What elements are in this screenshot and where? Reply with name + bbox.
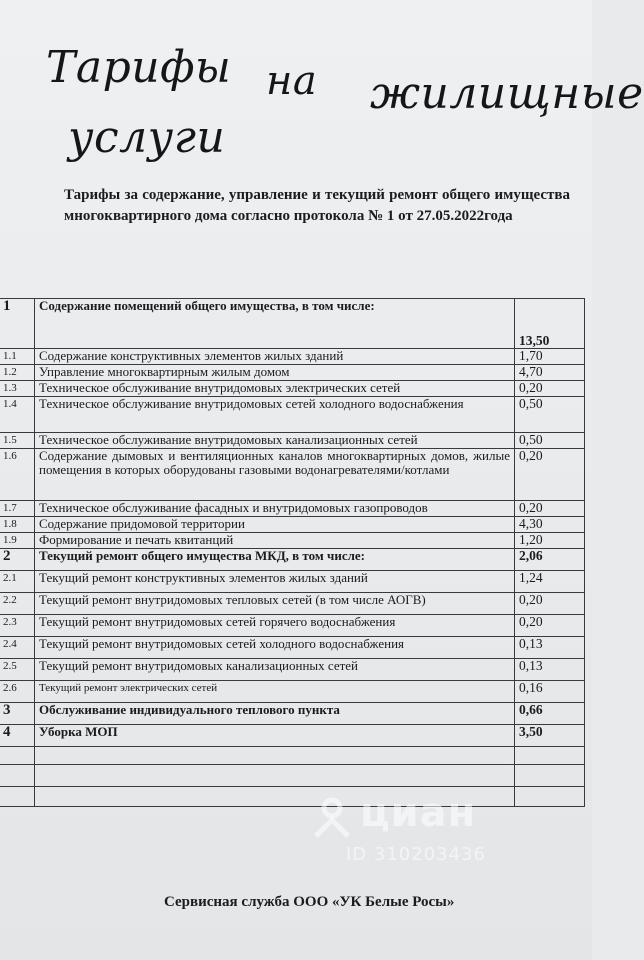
row-description: Уборка МОП <box>35 725 515 747</box>
row-tariff-value: 3,50 <box>515 725 585 747</box>
empty-table-row <box>0 747 585 765</box>
table-row <box>0 349 585 365</box>
row-description: Текущий ремонт общего имущества МКД, в том числе: <box>35 549 515 571</box>
table-row <box>0 397 585 433</box>
handwritten-title-word: жилищные <box>370 68 644 119</box>
row-number: 2.3 <box>0 615 35 637</box>
row-tariff-value: 1,20 <box>515 533 585 549</box>
row-tariff-value: 0,50 <box>515 397 585 433</box>
row-tariff-value: 0,20 <box>515 593 585 615</box>
table-row <box>0 501 585 517</box>
row-tariff-value: 1,70 <box>515 349 585 365</box>
row-description: Техническое обслуживание внутридомовых сетей холодного водоснабжения <box>35 397 515 433</box>
table-row <box>0 549 585 571</box>
row-tariff-value: 2,06 <box>515 549 585 571</box>
row-number: 1.7 <box>0 501 35 517</box>
row-number: 1.6 <box>0 449 35 501</box>
handwritten-title-word: Тарифы <box>46 42 232 93</box>
document-footer: Сервисная служба ООО «УК Белые Росы» <box>164 894 455 910</box>
row-description: Текущий ремонт внутридомовых канализационных сетей <box>35 659 515 681</box>
row-description: Формирование и печать квитанций <box>35 533 515 549</box>
row-description: Текущий ремонт конструктивных элементов жилых зданий <box>35 571 515 593</box>
table-row <box>0 381 585 397</box>
row-tariff-value: 0,20 <box>515 381 585 397</box>
table-row <box>0 365 585 381</box>
cian-brand: циан <box>360 790 477 836</box>
row-description: Текущий ремонт внутридомовых сетей горячего водоснабжения <box>35 615 515 637</box>
table-row <box>0 703 585 725</box>
row-description: Содержание помещений общего имущества, в том числе: <box>35 299 515 349</box>
table-row <box>0 725 585 747</box>
row-tariff-value: 4,30 <box>515 517 585 533</box>
row-description: Управление многоквартирным жилым домом <box>35 365 515 381</box>
row-number: 2 <box>0 549 35 571</box>
row-number: 1.8 <box>0 517 35 533</box>
table-row <box>0 517 585 533</box>
row-number: 3 <box>0 703 35 725</box>
row-tariff-value: 0,20 <box>515 449 585 501</box>
empty-cell <box>0 765 35 787</box>
row-tariff-value: 0,13 <box>515 659 585 681</box>
table-row <box>0 299 585 349</box>
row-number: 2.5 <box>0 659 35 681</box>
table-row <box>0 615 585 637</box>
row-number: 1.4 <box>0 397 35 433</box>
row-tariff-value: 0,13 <box>515 637 585 659</box>
row-number: 4 <box>0 725 35 747</box>
row-description: Техническое обслуживание фасадных и внутридомовых газопроводов <box>35 501 515 517</box>
table-row <box>0 433 585 449</box>
empty-cell <box>35 765 515 787</box>
row-description: Обслуживание индивидуального теплового пункта <box>35 703 515 725</box>
empty-cell <box>515 747 585 765</box>
row-tariff-value: 13,50 <box>515 299 585 349</box>
handwritten-title-word: на <box>266 58 318 104</box>
row-number: 1.2 <box>0 365 35 381</box>
empty-cell <box>35 747 515 765</box>
table-row <box>0 449 585 501</box>
cian-listing-id: ID 310203436 <box>346 844 486 865</box>
table-row <box>0 593 585 615</box>
row-number: 1.1 <box>0 349 35 365</box>
row-description: Текущий ремонт внутридомовых тепловых сетей (в том числе АОГВ) <box>35 593 515 615</box>
row-number: 1.5 <box>0 433 35 449</box>
table-row <box>0 659 585 681</box>
row-number: 2.2 <box>0 593 35 615</box>
row-description: Содержание дымовых и вентиляционных каналов многоквартирных домов, жилые помещения в которых оборудованы газовыми водонагревателями/котлами <box>35 449 515 501</box>
row-number: 2.6 <box>0 681 35 703</box>
row-number: 1.3 <box>0 381 35 397</box>
row-number: 1.9 <box>0 533 35 549</box>
row-description: Техническое обслуживание внутридомовых канализационных сетей <box>35 433 515 449</box>
row-tariff-value: 4,70 <box>515 365 585 381</box>
tariffs-table <box>0 298 585 807</box>
cian-logo-icon <box>310 796 354 840</box>
table-row <box>0 637 585 659</box>
table-row <box>0 681 585 703</box>
row-tariff-value: 0,16 <box>515 681 585 703</box>
empty-cell <box>515 765 585 787</box>
row-tariff-value: 0,20 <box>515 615 585 637</box>
row-tariff-value: 0,66 <box>515 703 585 725</box>
row-description: Содержание придомовой территории <box>35 517 515 533</box>
row-tariff-value: 0,20 <box>515 501 585 517</box>
table-row <box>0 571 585 593</box>
row-tariff-value: 0,50 <box>515 433 585 449</box>
document-subtitle: Тарифы за содержание, управление и текущий ремонт общего имущества многоквартирного дома согласно протокола № 1 от 27.05.2022года <box>64 187 570 224</box>
row-description: Текущий ремонт электрических сетей <box>35 681 515 703</box>
cian-watermark <box>310 790 540 870</box>
table-row <box>0 533 585 549</box>
empty-table-row <box>0 765 585 787</box>
handwritten-title-word: услуги <box>68 112 226 163</box>
row-number: 2.4 <box>0 637 35 659</box>
row-number: 2.1 <box>0 571 35 593</box>
row-description: Текущий ремонт внутридомовых сетей холодного водоснабжения <box>35 637 515 659</box>
row-description: Техническое обслуживание внутридомовых электрических сетей <box>35 381 515 397</box>
row-number: 1 <box>0 299 35 349</box>
empty-cell <box>0 747 35 765</box>
row-description: Содержание конструктивных элементов жилых зданий <box>35 349 515 365</box>
empty-cell <box>0 787 35 807</box>
row-tariff-value: 1,24 <box>515 571 585 593</box>
